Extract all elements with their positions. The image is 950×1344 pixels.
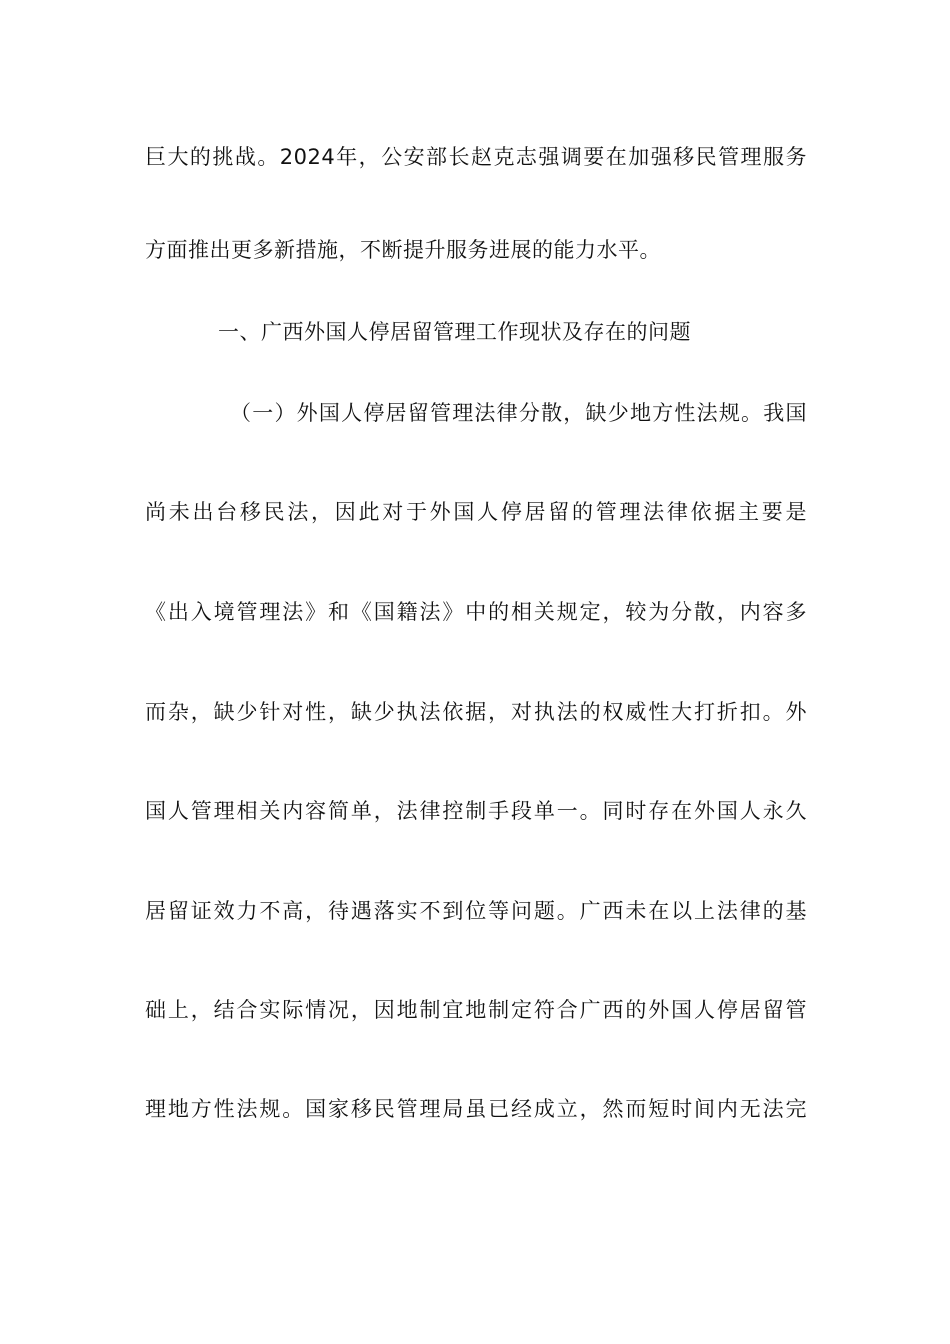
paragraph-line-8: 国人管理相关内容简单，法律控制手段单一。同时存在外国人永久	[145, 799, 807, 823]
paragraph-line-5: 尚未出台移民法，因此对于外国人停居留的管理法律依据主要是	[145, 500, 807, 524]
paragraph-line-7: 而杂，缺少针对性，缺少执法依据，对执法的权威性大打折扣。外	[145, 700, 807, 724]
paragraph-line-10: 础上，结合实际情况，因地制宜地制定符合广西的外国人停居留管	[145, 998, 807, 1022]
subsection-first-line: （一）外国人停居留管理法律分散，缺少地方性法规。我国	[230, 401, 807, 425]
paragraph-line-1: 巨大的挑战。2024年，公安部长赵克志强调要在加强移民管理服务	[145, 145, 807, 169]
paragraph-line-11: 理地方性法规。国家移民管理局虽已经成立，然而短时间内无法完	[145, 1097, 807, 1121]
paragraph-line-9: 居留证效力不高，待遇落实不到位等问题。广西未在以上法律的基	[145, 899, 807, 923]
paragraph-line-2: 方面推出更多新措施，不断提升服务进展的能力水平。	[145, 238, 661, 262]
paragraph-line-6: 《出入境管理法》和《国籍法》中的相关规定，较为分散，内容多	[145, 600, 807, 624]
section-heading: 一、广西外国人停居留管理工作现状及存在的问题	[218, 320, 691, 344]
